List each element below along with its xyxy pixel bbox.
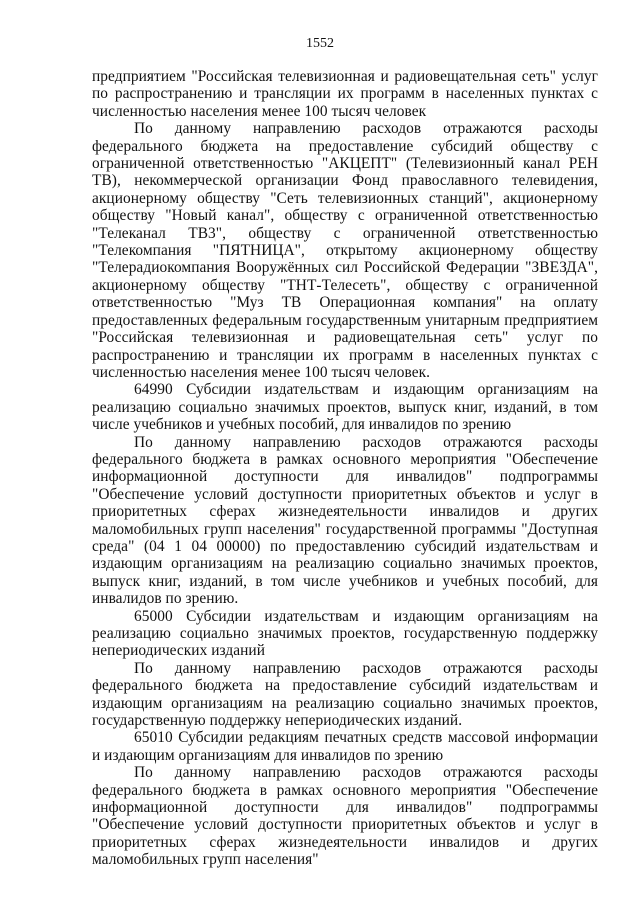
paragraph-description: По данному направлению расходов отражаются расходы федерального бюджета на предоставление субсидий обществу с ограниченной ответственностью "АКЦЕПТ" (Телевизионный канал РЕН ТВ), некоммерческой организации Фонд православного телевидения, акционерному обществу "Сеть телевизионных станций", акционерному обществу "Новый канал", обществу с ограниченной ответственностью "Телеканал ТВ3", обществу с ограниченной ответственностью "Телекомпания "ПЯТНИЦА", открытому акционерному обществу "Телерадиокомпания Вооружённых сил Российской Федерации "ЗВЕЗДА", акционерному обществу "ТНТ-Телесеть", обществу с ограниченной ответственностью "Муз ТВ Операционная компания" на оплату предоставленных федеральным государственным унитарным предприятием "Российская телевизионная и радиовещательная сеть" услуг по распространению и трансляции их программ в населенных пунктах с численностью населения менее 100 тысяч человек. (92, 120, 598, 381)
document-body (92, 68, 598, 869)
page-number: 1552 (306, 36, 334, 51)
paragraph-description: По данному направлению расходов отражаются расходы федерального бюджета в рамках основного мероприятия "Обеспечение информационной доступности для инвалидов" подпрограммы "Обеспечение условий доступности приоритетных объектов и услуг в приоритетных сферах жизнедеятельности инвалидов и других маломобильных групп населения" (92, 764, 598, 869)
section-heading-65010: 65010 Субсидии редакциям печатных средств массовой информации и издающим организациям для инвалидов по зрению (92, 729, 598, 764)
paragraph-description: По данному направлению расходов отражаются расходы федерального бюджета в рамках основного мероприятия "Обеспечение информационной доступности для инвалидов" подпрограммы "Обеспечение условий доступности приоритетных объектов и услуг в приоритетных сферах жизнедеятельности инвалидов и других маломобильных групп населения" государственной программы "Доступная среда" (04 1 04 00000) по предоставлению субсидий издательствам и издающим организациям на реализацию социально значимых проектов, выпуск книг, изданий, в том числе учебников и учебных пособий, для инвалидов по зрению. (92, 433, 598, 608)
section-heading-64990: 64990 Субсидии издательствам и издающим организациям на реализацию социально значимых проектов, выпуск книг, изданий, в том числе учебников и учебных пособий, для инвалидов по зрению (92, 381, 598, 434)
paragraph-description: По данному направлению расходов отражаются расходы федерального бюджета на предоставление субсидий издательствам и издающим организациям на реализацию социально значимых проектов, государственную поддержку непериодических изданий. (92, 659, 598, 730)
section-heading-65000: 65000 Субсидии издательствам и издающим организациям на реализацию социально значимых проектов, государственную поддержку непериодических изданий (92, 607, 598, 660)
paragraph-continuation: предприятием "Российская телевизионная и радиовещательная сеть" услуг по распространению и трансляции их программ в населенных пунктах с численностью населения менее 100 тысяч человек (92, 68, 598, 120)
